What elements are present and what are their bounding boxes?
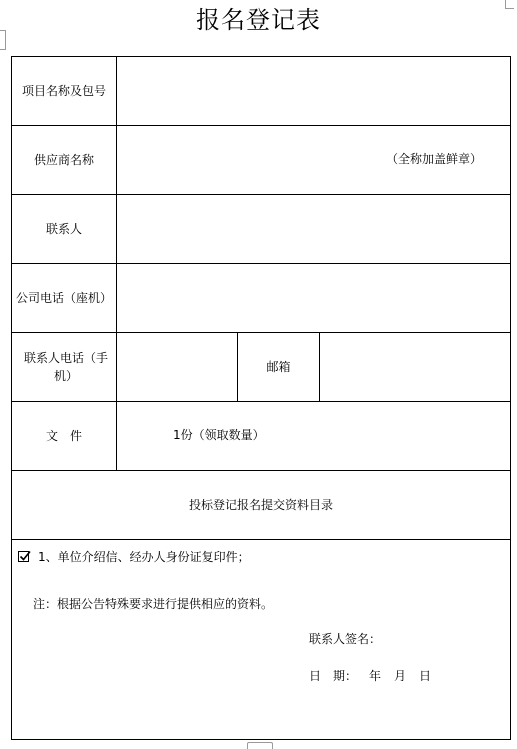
checklist-item-text: 1、单位介绍信、经办人身份证复印件； [38, 550, 250, 564]
project-name-field[interactable] [117, 57, 510, 125]
date-day-label: 日 [419, 669, 432, 683]
date-month-label: 月 [394, 669, 407, 683]
company-phone-field[interactable] [117, 264, 510, 332]
row-divider [12, 539, 510, 540]
contact-field[interactable] [117, 195, 510, 263]
supplier-seal-note: （全称加盖鲜章） [386, 152, 483, 166]
date-label: 日 期： [309, 669, 358, 683]
supplier-name-label: 供应商名称 [33, 153, 94, 167]
project-name-label: 项目名称及包号 [21, 84, 106, 98]
email-label: 邮箱 [266, 360, 291, 374]
check-icon [19, 550, 31, 562]
form-title: 报名登记表 [196, 6, 321, 34]
email-field[interactable] [320, 333, 510, 401]
signer-label: 联系人签名： [309, 632, 382, 646]
contact-mobile-label: 联系人电话（手机） [23, 351, 108, 383]
page-corner-mark [0, 30, 6, 50]
document-quantity: 1份（领取数量） [173, 428, 265, 442]
company-phone-label: 公司电话（座机） [15, 291, 112, 305]
contact-mobile-field[interactable] [117, 333, 237, 401]
registration-form-table [11, 56, 511, 740]
materials-header: 投标登记报名提交资料目录 [188, 498, 333, 512]
contact-label: 联系人 [45, 222, 82, 236]
document-label: 文 件 [45, 429, 82, 443]
checklist-checkbox[interactable] [18, 551, 29, 562]
page-corner-mark [505, 0, 514, 9]
note-text: 注：根据公告特殊要求进行提供相应的资料。 [33, 597, 274, 611]
date-year-label: 年 [369, 669, 382, 683]
